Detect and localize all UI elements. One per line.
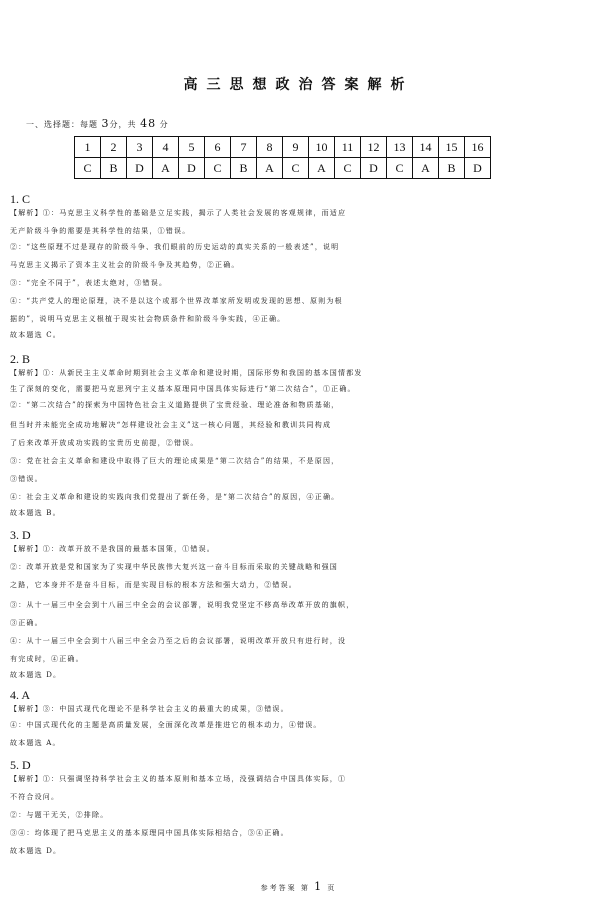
explanation-line: 了后来改革开放成功实践的宝贵历史前提，②错误。 — [10, 439, 199, 447]
answer-cell: B — [231, 158, 257, 179]
explanation-line: ②：改革开放是党和国家为了实现中华民族伟大复兴这一奋斗目标而采取的关键战略和强国 — [10, 563, 338, 571]
explanation-line: 【解析】①：改革开放不是我国的最基本国策，①错误。 — [10, 545, 215, 553]
explanation-line: ②：“这些原理不过是现存的阶级斗争、我们眼前的历史运动的真实关系的一般表述”，说明 — [10, 243, 340, 251]
question-number-cell: 2 — [101, 137, 127, 158]
question-answer-label: 4. A — [10, 688, 31, 702]
explanation-line: 有完成时，④正确。 — [10, 655, 84, 663]
question-number-cell: 4 — [153, 137, 179, 158]
explanation-line: 故本题选 A。 — [10, 739, 61, 747]
page-title: 高三思想政治答案解析 — [183, 77, 414, 93]
answer-cell: C — [335, 158, 361, 179]
answer-cell: C — [205, 158, 231, 179]
question-number-cell: 14 — [413, 137, 439, 158]
explanation-line: ③正确。 — [10, 619, 43, 627]
answer-cell: D — [465, 158, 491, 179]
question-number-cell: 3 — [127, 137, 153, 158]
question-number-row — [75, 137, 491, 158]
answer-cell: D — [361, 158, 387, 179]
explanation-line: 故本题选 D。 — [10, 671, 62, 679]
explanation-line: 无产阶级斗争的需要是其科学性的结果，①错误。 — [10, 227, 191, 235]
explanation-line: ④：社会主义革命和建设的实践向我们党提出了新任务，是“第二次结合”的原因，④正确。 — [10, 493, 340, 501]
explanation-line: 【解析】①：从新民主主义革命时期到社会主义革命和建设时期，国际形势和我国的基本国情都发 — [10, 369, 363, 377]
question-number-cell: 1 — [75, 137, 101, 158]
explanation-line: 故本题选 D。 — [10, 847, 62, 855]
explanation-line: 【解析】①：马克思主义科学性的基础是立足实践，揭示了人类社会发展的客观规律，而适应 — [10, 209, 347, 217]
explanation-line: ③④：均体现了把马克思主义的基本原理同中国具体实际相结合，③④正确。 — [10, 829, 289, 837]
question-number-cell: 13 — [387, 137, 413, 158]
question-number-cell: 15 — [439, 137, 465, 158]
explanation-line: ③：党在社会主义革命和建设中取得了巨大的理论成果是“第二次结合”的结果，不是原因， — [10, 457, 340, 465]
explanation-line: 故本题选 C。 — [10, 331, 61, 339]
answer-cell: A — [413, 158, 439, 179]
explanation-line: ④：从十一届三中全会到十八届三中全会乃至之后的会议部署，说明改革开放只有进行时，没 — [10, 637, 347, 645]
question-answer-label: 2. B — [10, 352, 31, 366]
question-answer-label: 3. D — [10, 528, 31, 542]
answer-cell: C — [283, 158, 309, 179]
answer-cell: A — [309, 158, 335, 179]
answer-cell: C — [75, 158, 101, 179]
answer-cell: B — [439, 158, 465, 179]
answer-table — [74, 136, 491, 179]
question-number-cell: 11 — [335, 137, 361, 158]
question-number-cell: 16 — [465, 137, 491, 158]
explanation-line: 但当时并未能完全成功地解决“怎样建设社会主义”这一核心问题，其经验和教训共同构成 — [10, 421, 332, 429]
answer-cell: B — [101, 158, 127, 179]
explanation-line: 马克思主义揭示了资本主义社会的阶级斗争及其趋势，②正确。 — [10, 261, 240, 269]
question-number-cell: 8 — [257, 137, 283, 158]
explanation-line: ③：“完全不同于”，表述太绝对，③错误。 — [10, 279, 168, 287]
explanation-line: 【解析】①：只强调坚持科学社会主义的基本原则和基本立场，没强调结合中国具体实际，① — [10, 775, 347, 783]
explanation-line: ③：从十一届三中全会到十八届三中全会的会议部署，说明我党坚定不移高举改革开放的旗帜， — [10, 601, 355, 609]
explanation-line: 不符合设问。 — [10, 793, 60, 801]
explanation-line: 【解析】③：中国式现代化理论不是科学社会主义的最重大的成果，③错误。 — [10, 705, 289, 713]
explanation-line: ③错误。 — [10, 475, 43, 483]
question-number-cell: 9 — [283, 137, 309, 158]
question-number-cell: 5 — [179, 137, 205, 158]
page-footer: 参考答案 第 1 页 — [260, 880, 337, 893]
question-answer-label: 5. D — [10, 758, 31, 772]
question-number-cell: 12 — [361, 137, 387, 158]
answer-cell: D — [127, 158, 153, 179]
explanation-line: 故本题选 B。 — [10, 509, 61, 517]
question-number-cell: 6 — [205, 137, 231, 158]
answer-cell: D — [179, 158, 205, 179]
question-number-cell: 10 — [309, 137, 335, 158]
answer-letter-row — [75, 158, 491, 179]
answer-cell: A — [257, 158, 283, 179]
explanation-line: 生了深刻的变化，需要把马克思列宁主义基本原理同中国具体实际进行“第二次结合”，①正确。 — [10, 385, 356, 393]
explanation-line: 据的”，说明马克思主义根植于现实社会物质条件和阶级斗争实践，④正确。 — [10, 315, 286, 323]
question-answer-label: 1. C — [10, 192, 31, 206]
explanation-line: ②：与题干无关，②排除。 — [10, 811, 109, 819]
answer-cell: C — [387, 158, 413, 179]
explanation-line: ②：“第二次结合”的探索为中国特色社会主义道路提供了宝贵经验、理论准备和物质基础， — [10, 401, 340, 409]
answer-cell: A — [153, 158, 179, 179]
question-number-cell: 7 — [231, 137, 257, 158]
explanation-line: ④：“共产党人的理论原理，决不是以这个或那个世界改革家所发明或发现的思想、原则为根 — [10, 297, 343, 305]
section-heading: 一、选择题：每题 3分，共 48 分 — [26, 117, 169, 130]
explanation-line: 之路，它本身并不是奋斗目标，而是实现目标的根本方法和强大动力，②错误。 — [10, 581, 297, 589]
explanation-line: ④：中国式现代化的主题是高质量发展，全面深化改革是推进它的根本动力，④错误。 — [10, 721, 322, 729]
